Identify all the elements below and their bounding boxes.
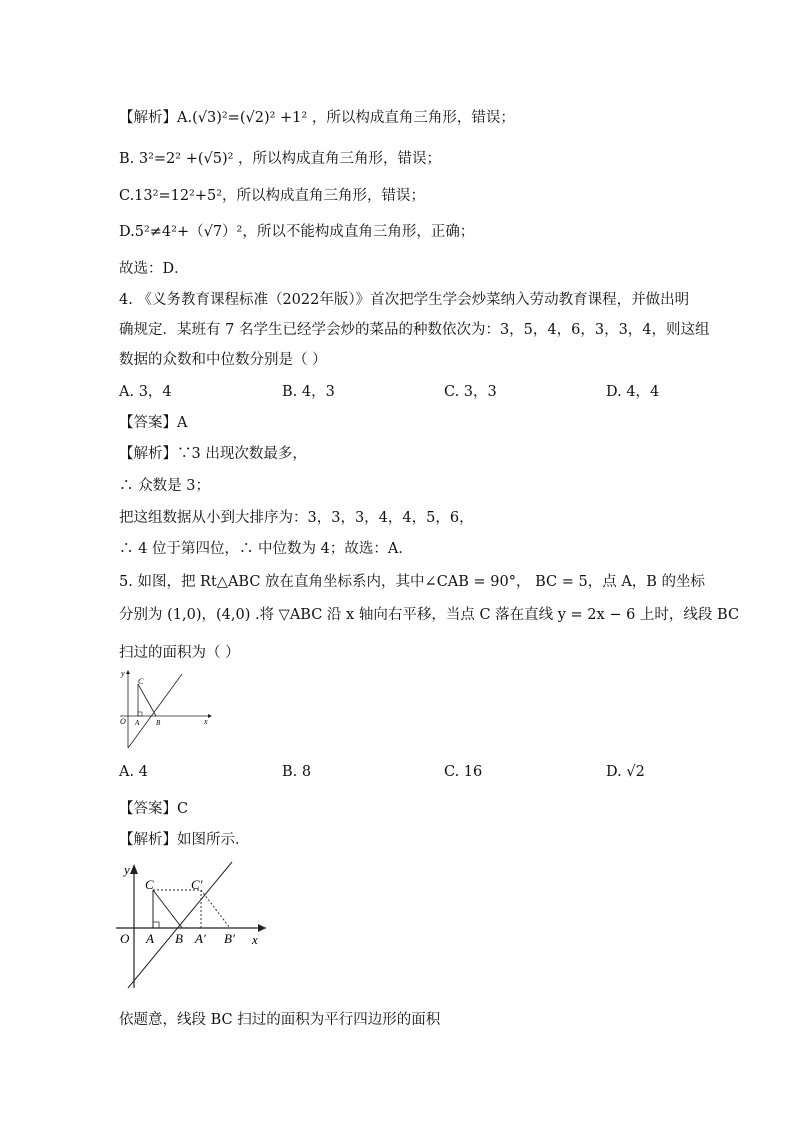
small-label-c: C <box>138 677 144 686</box>
sol3-line-2: B. 3²=2² +(√5)² ，所以构成直角三角形，错误； <box>119 151 442 167</box>
q4-stem-line-3: 数据的众数和中位数分别是（ ） <box>119 352 327 368</box>
small-label-x: x <box>204 717 208 726</box>
big-label-a: A <box>146 931 154 946</box>
q4-option-b: B. 4，3 <box>282 384 335 400</box>
small-label-y: y <box>121 669 125 678</box>
big-label-c: C <box>145 877 154 892</box>
q5-option-b: B. 8 <box>282 764 312 780</box>
big-label-b: B <box>175 931 183 946</box>
q4-stem-line-2: 确规定．某班有 7 名学生已经学会炒的菜品的种数依次为：3，5，4，6，3，3，4，则这组 <box>119 322 710 338</box>
q5-solution-figure <box>114 858 274 990</box>
q4-option-c: C. 3，3 <box>444 384 497 400</box>
big-label-b-prime: B′ <box>224 931 235 946</box>
big-label-y: y <box>124 862 130 877</box>
big-label-x: x <box>252 932 258 947</box>
q4-analysis-4: ∴ 4 位于第四位，∴ 中位数为 4；故选：A． <box>119 541 413 557</box>
q5-answer: 【答案】C <box>119 801 189 817</box>
q4-stem-line-1: 4. 《义务教育课程标准（2022年版）》首次把学生学会炒菜纳入劳动教育课程，并做出明 <box>119 292 690 308</box>
big-label-c-prime: C′ <box>191 877 203 892</box>
small-label-b: B <box>156 719 161 727</box>
q5-stem-line-2: 分别为 (1,0)，(4,0) .将 ▽ABC 沿 x 轴向右平移，当点 C 落在直线 y = 2x − 6 上时，线段 BC <box>119 607 740 623</box>
big-label-o: O <box>120 931 130 946</box>
sol3-line-3: C.13²=12²+5²，所以构成直角三角形，错误； <box>119 188 426 204</box>
big-label-a-prime: A′ <box>195 931 206 946</box>
q4-answer: 【答案】A <box>119 415 188 431</box>
sol3-line-1: 【解析】A.(√3)²=(√2)² +1² ，所以构成直角三角形，错误； <box>119 110 515 126</box>
q5-stem-line-3: 扫过的面积为（ ） <box>119 645 240 661</box>
small-label-o: O <box>120 717 126 726</box>
q5-stem-line-1: 5. 如图，把 Rt△ABC 放在直角坐标系内，其中∠CAB = 90°， BC = 5，点 A，B 的坐标 <box>119 574 706 590</box>
q5-analysis-intro: 【解析】如图所示． <box>119 832 250 848</box>
q5-small-figure <box>116 668 216 750</box>
q4-analysis-1: 【解析】∵3 出现次数最多， <box>119 446 307 462</box>
q4-option-d: D. 4，4 <box>606 384 660 400</box>
q4-analysis-2: ∴ 众数是 3； <box>119 478 210 494</box>
q5-conclusion: 依题意，线段 BC 扫过的面积为平行四边形的面积 <box>119 1012 441 1028</box>
sol3-line-4: D.5²≠4²+（√7）²，所以不能构成直角三角形，正确； <box>119 224 475 240</box>
q4-analysis-3: 把这组数据从小到大排序为：3，3，3，4，4，5，6， <box>119 510 474 526</box>
sol3-line-5: 故选：D． <box>119 261 189 277</box>
q5-option-a: A. 4 <box>119 764 148 780</box>
small-label-a: A <box>135 719 140 727</box>
q5-option-d: D. √2 <box>606 764 645 780</box>
q4-option-a: A. 3，4 <box>119 384 172 400</box>
q5-option-c: C. 16 <box>444 764 483 780</box>
